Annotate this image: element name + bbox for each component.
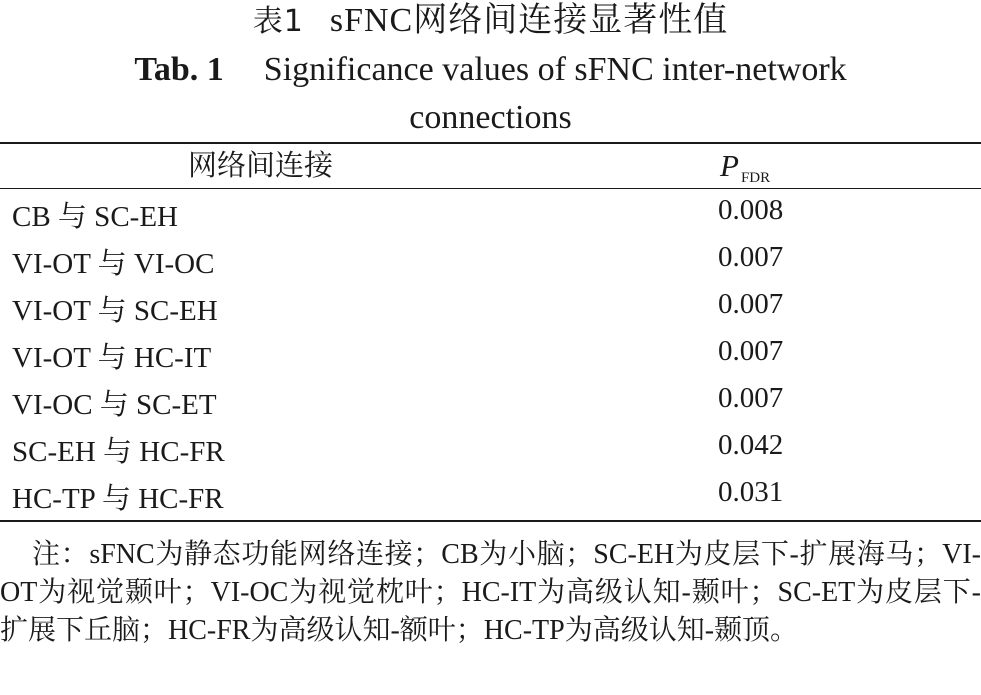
- cell-p-value: 0.007: [718, 288, 784, 320]
- table-title-english: Significance values of sFNC inter-network connections: [263, 51, 847, 136]
- table-row: [0, 190, 981, 237]
- p-subscript: FDR: [740, 170, 771, 186]
- cell-p-value: 0.031: [718, 476, 784, 508]
- p-symbol: P: [720, 148, 739, 183]
- cell-p-value: 0.008: [718, 194, 784, 226]
- table-row: [0, 331, 981, 378]
- table-caption-chinese: [0, 0, 981, 43]
- cell-p-value: 0.007: [718, 335, 784, 367]
- cell-connection: SC-EH 与 HC-FR: [12, 436, 225, 468]
- cell-connection: VI-OT 与 VI-OC: [12, 248, 215, 280]
- table-row: [0, 378, 981, 425]
- table-number-label: 表1: [252, 4, 304, 39]
- cell-p-value: 0.042: [718, 429, 784, 461]
- table-row: [0, 237, 981, 284]
- cell-connection: HC-TP 与 HC-FR: [12, 483, 224, 515]
- cell-p-value: 0.007: [718, 241, 784, 273]
- table-top-rule: [0, 142, 981, 144]
- table-row: [0, 472, 981, 519]
- cell-p-value: 0.007: [718, 382, 784, 414]
- cell-connection: VI-OT 与 SC-EH: [12, 295, 218, 327]
- cell-connection: CB 与 SC-EH: [12, 201, 178, 233]
- table-footnote: 注：sFNC为静态功能网络连接；CB为小脑；SC-EH为皮层下-扩展海马；VI-OT为视觉颞叶；VI-OC为视觉枕叶；HC-IT为高级认知-颞叶；SC-ET为皮层下-扩展下丘脑；HC-FR为高级认知-额叶；HC-TP为高级认知-颞顶。: [0, 539, 981, 646]
- table-header-rule: [0, 188, 981, 189]
- table-row: [0, 425, 981, 472]
- table-title-chinese: sFNC网络间连接显著性值: [329, 2, 729, 39]
- table-caption-english: [60, 46, 921, 142]
- table-row: [0, 284, 981, 331]
- table-number-label-english: Tab. 1: [134, 51, 224, 88]
- header-connection: 网络间连接: [188, 150, 334, 182]
- cell-connection: VI-OT 与 HC-IT: [12, 342, 212, 374]
- table-bottom-rule: [0, 520, 981, 522]
- cell-connection: VI-OC 与 SC-ET: [12, 389, 217, 421]
